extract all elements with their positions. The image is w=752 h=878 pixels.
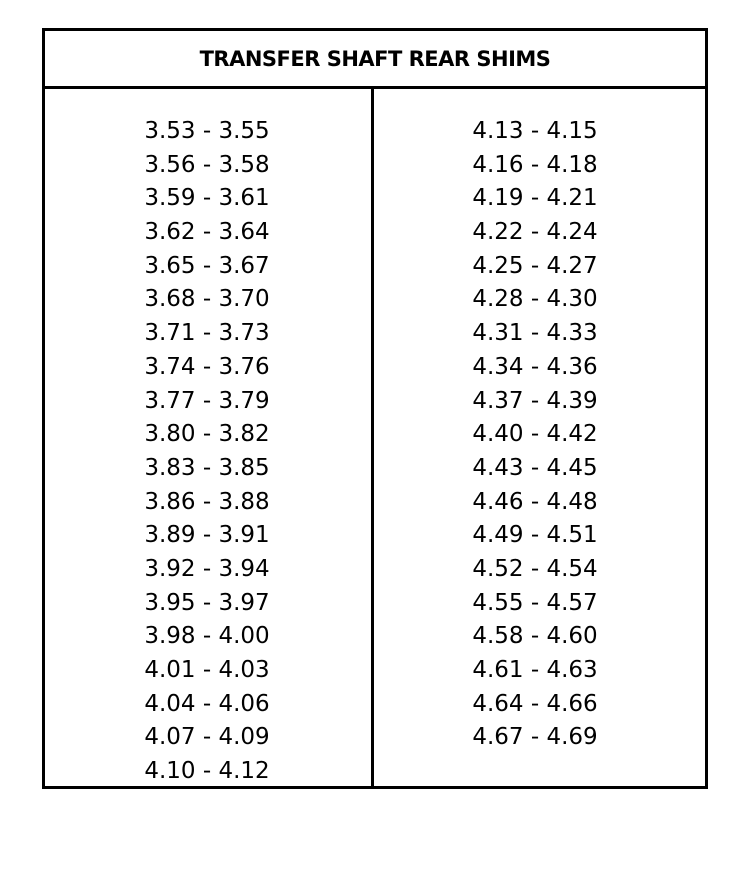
shim-range-cell: 4.67 - 4.69 <box>472 724 598 751</box>
shim-range-cell: 4.64 - 4.66 <box>472 690 598 717</box>
shim-range-cell: 4.22 - 4.24 <box>472 219 598 246</box>
shim-range-cell: 4.37 - 4.39 <box>472 387 598 414</box>
shim-range-cell: 4.04 - 4.06 <box>144 690 270 717</box>
right-column <box>461 115 609 755</box>
shim-range-cell: 3.71 - 3.73 <box>144 320 270 347</box>
left-column <box>133 115 281 789</box>
shim-range-cell: 4.25 - 4.27 <box>472 252 598 279</box>
shim-range-cell: 4.52 - 4.54 <box>472 555 598 582</box>
shim-range-cell: 4.61 - 4.63 <box>472 657 598 683</box>
column-divider <box>371 89 374 786</box>
shim-range-cell: 3.53 - 3.55 <box>144 118 270 144</box>
shim-range-cell: 3.56 - 3.58 <box>144 151 270 178</box>
shim-range-cell: 4.49 - 4.51 <box>472 522 598 549</box>
shim-range-cell: 3.83 - 3.85 <box>144 454 270 481</box>
shim-range-cell: 4.16 - 4.18 <box>472 151 598 178</box>
shim-range-cell: 3.65 - 3.67 <box>144 252 270 279</box>
shim-range-cell: 4.58 - 4.60 <box>472 623 598 650</box>
shim-range-cell: 3.68 - 3.70 <box>144 286 270 313</box>
shim-range-cell: 4.40 - 4.42 <box>472 421 598 448</box>
shim-range-cell: 4.43 - 4.45 <box>472 454 598 481</box>
shim-range-cell: 4.31 - 4.33 <box>472 320 598 347</box>
shim-range-cell: 3.92 - 3.94 <box>144 555 270 582</box>
shim-range-cell: 3.77 - 3.79 <box>144 387 270 414</box>
shim-range-cell: 3.89 - 3.91 <box>144 522 270 549</box>
shim-range-cell: 4.46 - 4.48 <box>472 488 598 515</box>
shim-range-cell: 3.74 - 3.76 <box>144 353 270 380</box>
shim-range-cell: 4.55 - 4.57 <box>472 589 598 616</box>
shim-range-cell: 4.34 - 4.36 <box>472 353 598 380</box>
shim-range-cell: 3.59 - 3.61 <box>144 185 270 212</box>
shim-range-cell: 4.07 - 4.09 <box>144 724 270 751</box>
shim-range-cell: 3.98 - 4.00 <box>144 623 270 650</box>
shim-range-cell: 3.80 - 3.82 <box>144 421 270 448</box>
shim-range-cell: 4.13 - 4.15 <box>472 118 598 144</box>
shim-range-cell: 4.10 - 4.12 <box>144 758 270 785</box>
shim-range-cell: 3.95 - 3.97 <box>144 589 270 616</box>
shim-range-cell: 4.19 - 4.21 <box>472 185 598 212</box>
table-title: TRANSFER SHAFT REAR SHIMS <box>45 31 705 89</box>
shim-range-cell: 4.28 - 4.30 <box>472 286 598 313</box>
shim-range-cell: 4.01 - 4.03 <box>144 657 270 683</box>
shim-range-cell: 3.86 - 3.88 <box>144 488 270 515</box>
shim-table <box>42 28 708 789</box>
shim-range-cell: 3.62 - 3.64 <box>144 219 270 246</box>
